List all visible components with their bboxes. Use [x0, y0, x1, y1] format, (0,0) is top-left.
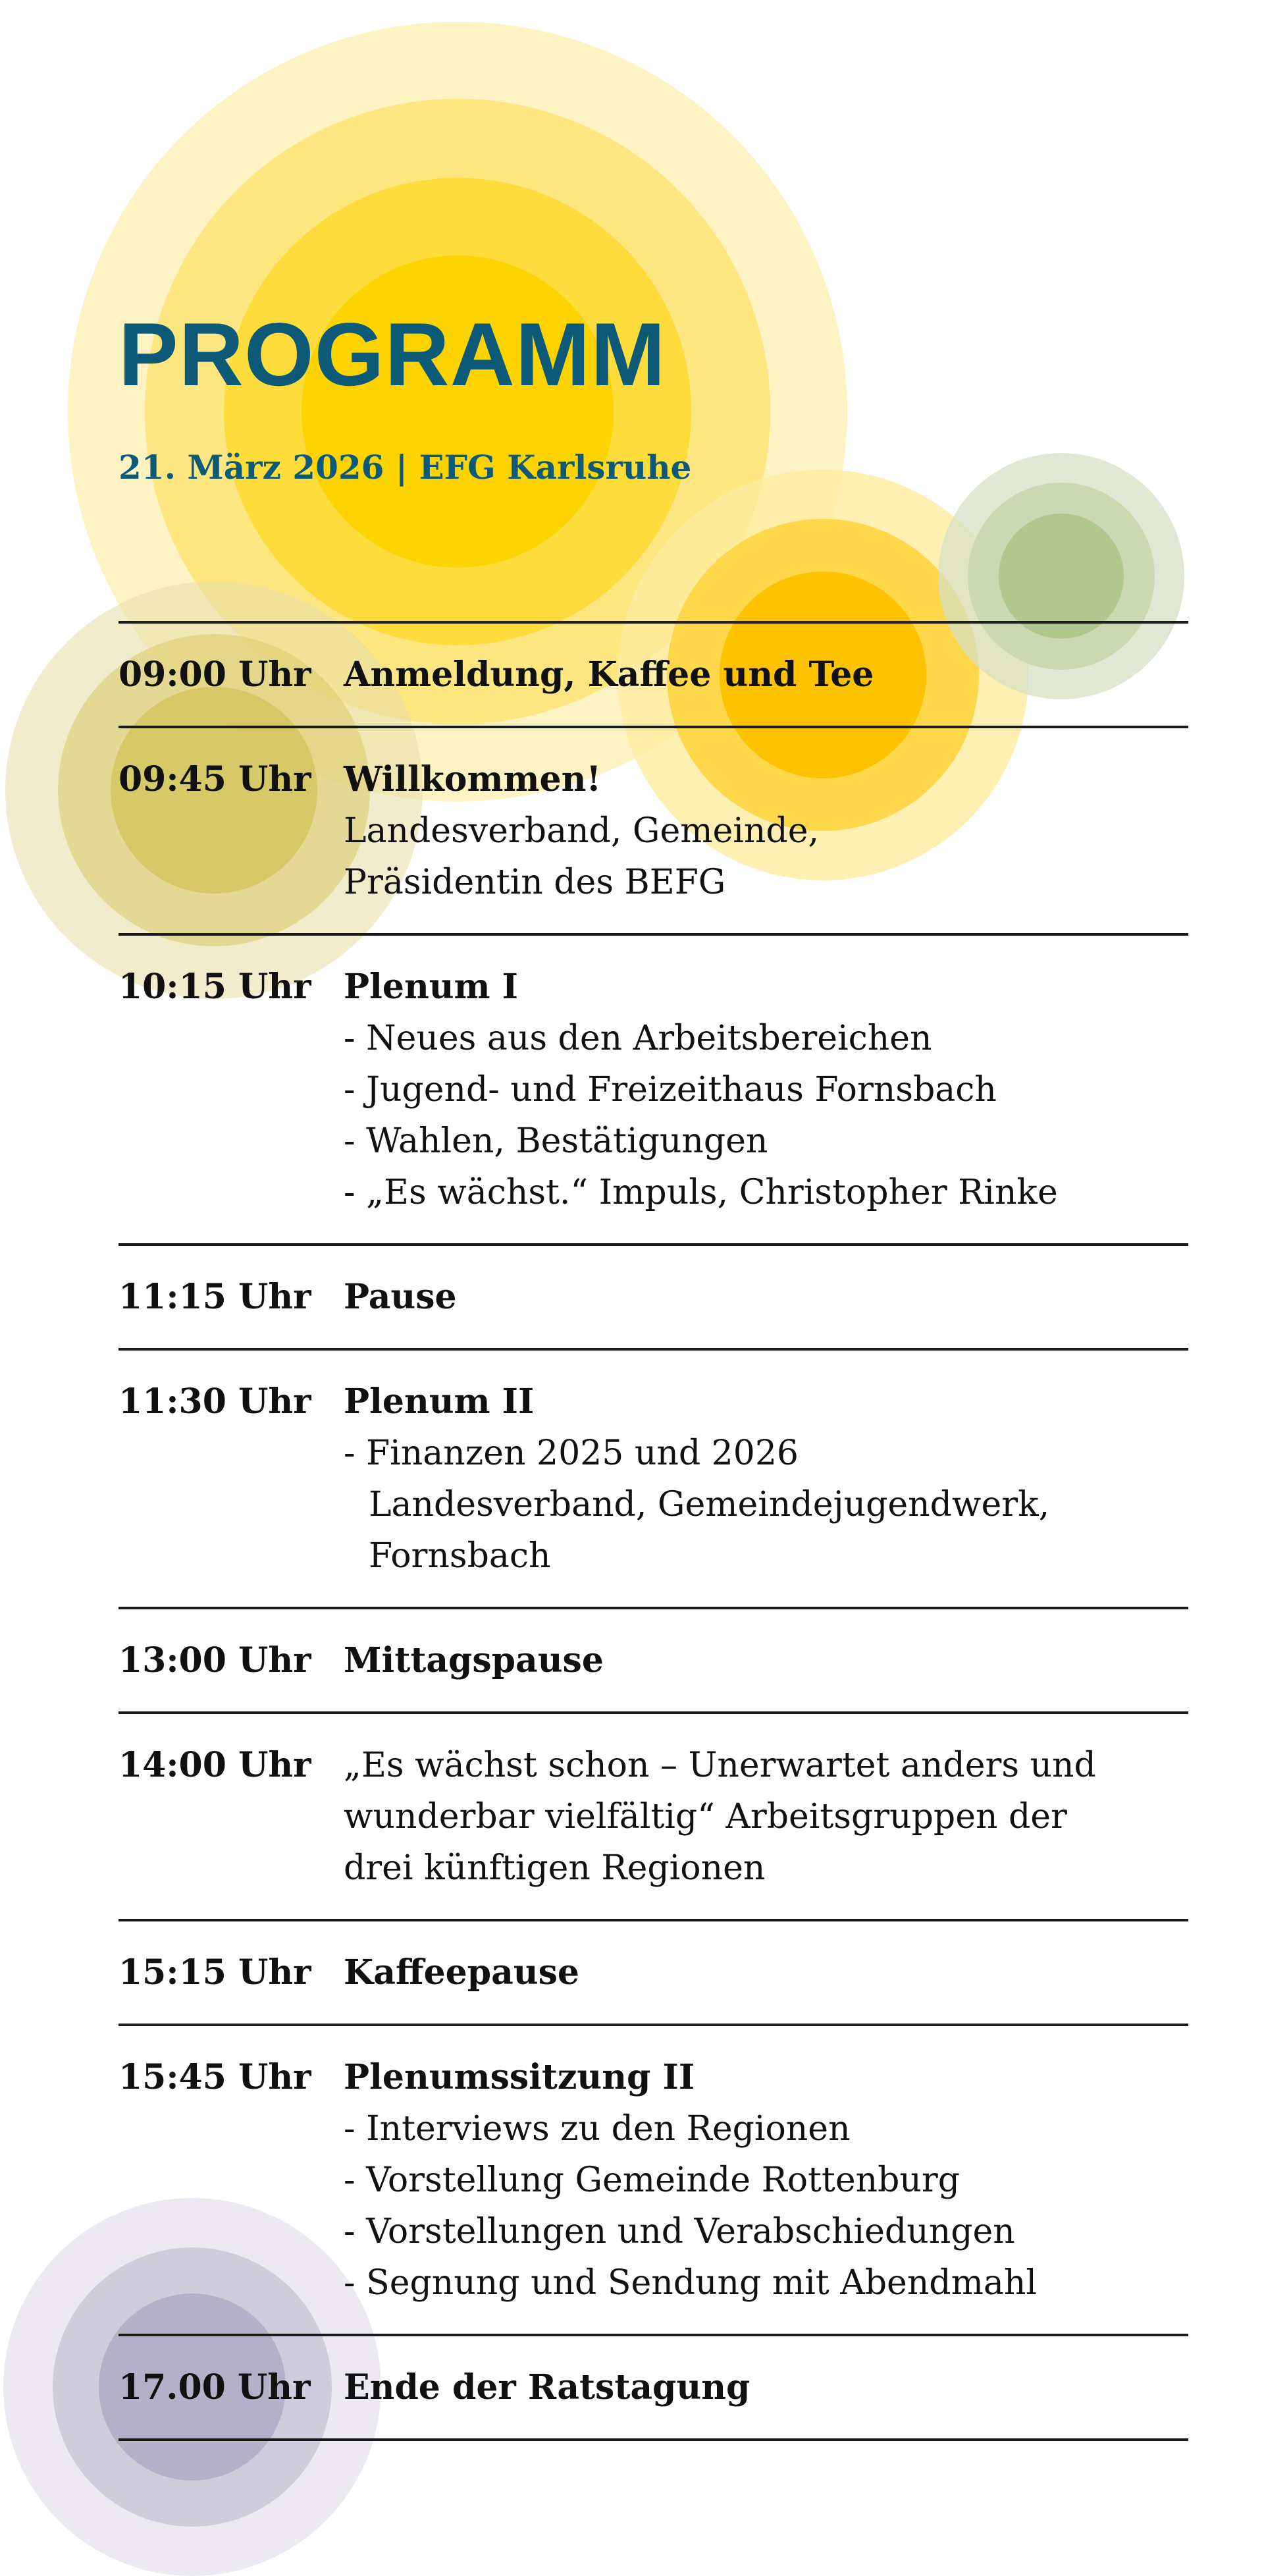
schedule-title: Plenum I	[344, 967, 519, 1007]
schedule-time: 15:15 Uhr	[118, 1952, 311, 1993]
schedule-title: Plenum II	[344, 1382, 535, 1422]
schedule-row	[118, 1609, 1188, 1714]
schedule-time: 09:45 Uhr	[118, 759, 311, 799]
schedule-detail-line: drei künftigen Regionen	[344, 1848, 766, 1888]
schedule-title: Kaffeepause	[344, 1952, 579, 1993]
schedule-detail-line: - Vorstellungen und Verabschiedungen	[344, 2212, 1015, 2251]
schedule-details	[344, 2362, 1188, 2413]
schedule-detail-line: - Wahlen, Bestätigungen	[344, 1121, 768, 1161]
schedule-row	[118, 936, 1188, 1246]
schedule-title: Mittagspause	[344, 1640, 604, 1680]
schedule-detail-line: Fornsbach	[369, 1536, 551, 1576]
schedule-detail-line: Landesverband, Gemeindejugendwerk,	[369, 1485, 1050, 1524]
schedule-details	[344, 1635, 1188, 1686]
schedule-row	[118, 1351, 1188, 1609]
schedule-details	[344, 2052, 1188, 2309]
schedule-title: Pause	[344, 1277, 457, 1317]
schedule-row	[118, 728, 1188, 936]
schedule-time: 15:45 Uhr	[118, 2057, 311, 2097]
schedule-time: 14:00 Uhr	[118, 1745, 311, 1785]
yellow-circle-inner	[302, 255, 614, 568]
schedule-row	[118, 1921, 1188, 2026]
schedule-title: Anmeldung, Kaffee und Tee	[344, 655, 874, 695]
schedule-details	[344, 754, 1188, 908]
schedule-time: 10:15 Uhr	[118, 967, 311, 1007]
page-title: PROGRAMM	[118, 304, 666, 404]
schedule-row	[118, 1714, 1188, 1921]
schedule-title: Willkommen!	[344, 759, 602, 799]
schedule-detail-line: „Es wächst schon – Unerwartet anders und	[344, 1746, 1096, 1785]
schedule-detail-line: wunderbar vielfältig“ Arbeitsgruppen der	[344, 1797, 1067, 1837]
schedule-detail-line: - Interviews zu den Regionen	[344, 2109, 851, 2149]
schedule-details	[344, 1947, 1188, 1999]
event-date-location: 21. März 2026 | EFG Karlsruhe	[118, 448, 692, 487]
schedule-details	[344, 1272, 1188, 1323]
schedule-time: 13:00 Uhr	[118, 1640, 311, 1680]
schedule-row	[118, 1246, 1188, 1351]
schedule-detail-line: - Segnung und Sendung mit Abendmahl	[344, 2263, 1038, 2303]
schedule-detail-line: - „Es wächst.“ Impuls, Christopher Rinke	[344, 1173, 1058, 1212]
schedule-details	[344, 961, 1188, 1218]
schedule-row	[118, 624, 1188, 728]
schedule-details	[344, 1376, 1188, 1582]
schedule-row	[118, 2336, 1188, 2441]
schedule-list	[118, 621, 1188, 2441]
schedule-time: 09:00 Uhr	[118, 655, 311, 695]
schedule-detail-line: - Finanzen 2025 und 2026	[344, 1434, 799, 1473]
schedule-time: 11:15 Uhr	[118, 1277, 311, 1317]
schedule-detail-line: - Jugend- und Freizeithaus Fornsbach	[344, 1070, 997, 1110]
schedule-time: 17.00 Uhr	[118, 2367, 311, 2407]
schedule-detail-line: - Vorstellung Gemeinde Rottenburg	[344, 2160, 960, 2200]
schedule-detail-line: Landesverband, Gemeinde,	[344, 811, 820, 851]
schedule-row	[118, 2026, 1188, 2336]
schedule-details	[344, 649, 1188, 701]
schedule-detail-line: Präsidentin des BEFG	[344, 863, 726, 902]
green-circle-inner	[999, 514, 1124, 639]
schedule-time: 11:30 Uhr	[118, 1382, 311, 1422]
schedule-title: Plenumssitzung II	[344, 2057, 695, 2097]
schedule-detail-line: - Neues aus den Arbeitsbereichen	[344, 1019, 932, 1058]
schedule-title: Ende der Ratstagung	[344, 2367, 750, 2407]
schedule-details	[344, 1740, 1188, 1894]
